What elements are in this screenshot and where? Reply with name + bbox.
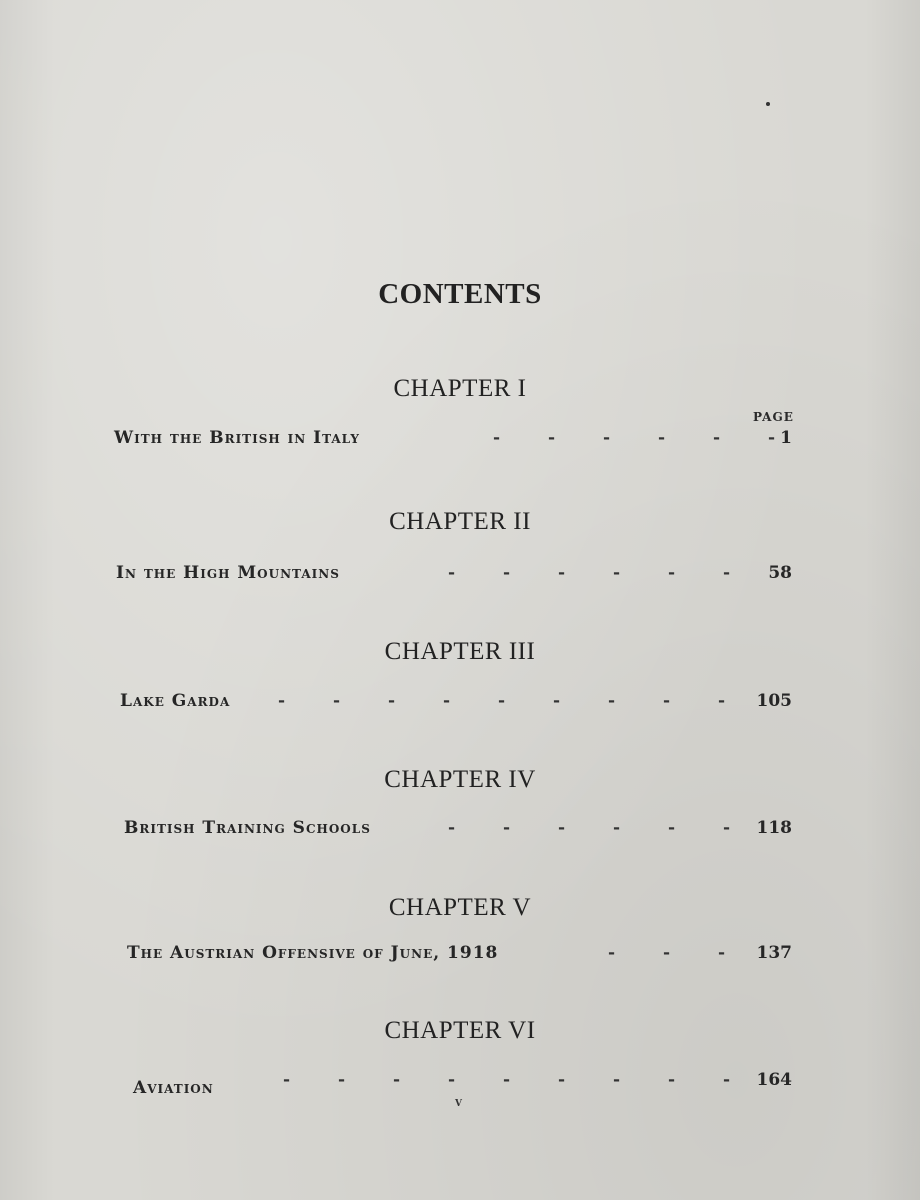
toc-entry-page: 58	[768, 563, 792, 583]
chapter-heading-4: CHAPTER IV	[384, 766, 536, 793]
toc-entry-3[interactable]	[0, 691, 900, 721]
chapter-heading-5: CHAPTER V	[388, 894, 532, 921]
toc-entry-page: 137	[756, 943, 792, 963]
toc-entry-title: Lake Garda	[120, 691, 231, 711]
chapter-heading-2: CHAPTER II	[389, 508, 531, 535]
toc-entry-6[interactable]	[0, 1070, 900, 1100]
toc-entry-title: In the High Mountains	[116, 563, 340, 583]
toc-entry-1[interactable]	[0, 428, 900, 458]
toc-entry-page: 164	[756, 1070, 792, 1090]
toc-entry-2[interactable]	[0, 563, 900, 593]
chapter-heading-6: CHAPTER VI	[384, 1017, 536, 1044]
dot-leader: - - - - - - - - -	[282, 1070, 730, 1090]
dot-leader: - - - - - -	[492, 428, 775, 448]
page-title: CONTENTS	[378, 278, 542, 310]
page-folio: v	[455, 1095, 462, 1110]
toc-entry-title: British Training Schools	[124, 818, 371, 838]
toc-entry-title: Aviation	[133, 1078, 214, 1098]
dot-leader: - - - - - -	[447, 818, 730, 838]
toc-entry-title: The Austrian Offensive of June, 1918	[127, 943, 499, 963]
toc-entry-page: 105	[756, 691, 792, 711]
page-column-label: PAGE	[753, 410, 794, 424]
toc-entry-5[interactable]	[0, 943, 900, 973]
toc-entry-page: 118	[756, 818, 792, 838]
dot-leader: - - -	[607, 943, 725, 963]
paper-speck	[766, 102, 770, 106]
chapter-heading-1: CHAPTER I	[393, 375, 527, 402]
toc-entry-4[interactable]	[0, 818, 900, 848]
dot-leader: - - - - - - - - -	[277, 691, 725, 711]
toc-entry-title: With the British in Italy	[114, 428, 360, 448]
chapter-heading-3: CHAPTER III	[384, 638, 536, 665]
toc-entry-page: 1	[780, 428, 792, 448]
dot-leader: - - - - - -	[447, 563, 730, 583]
